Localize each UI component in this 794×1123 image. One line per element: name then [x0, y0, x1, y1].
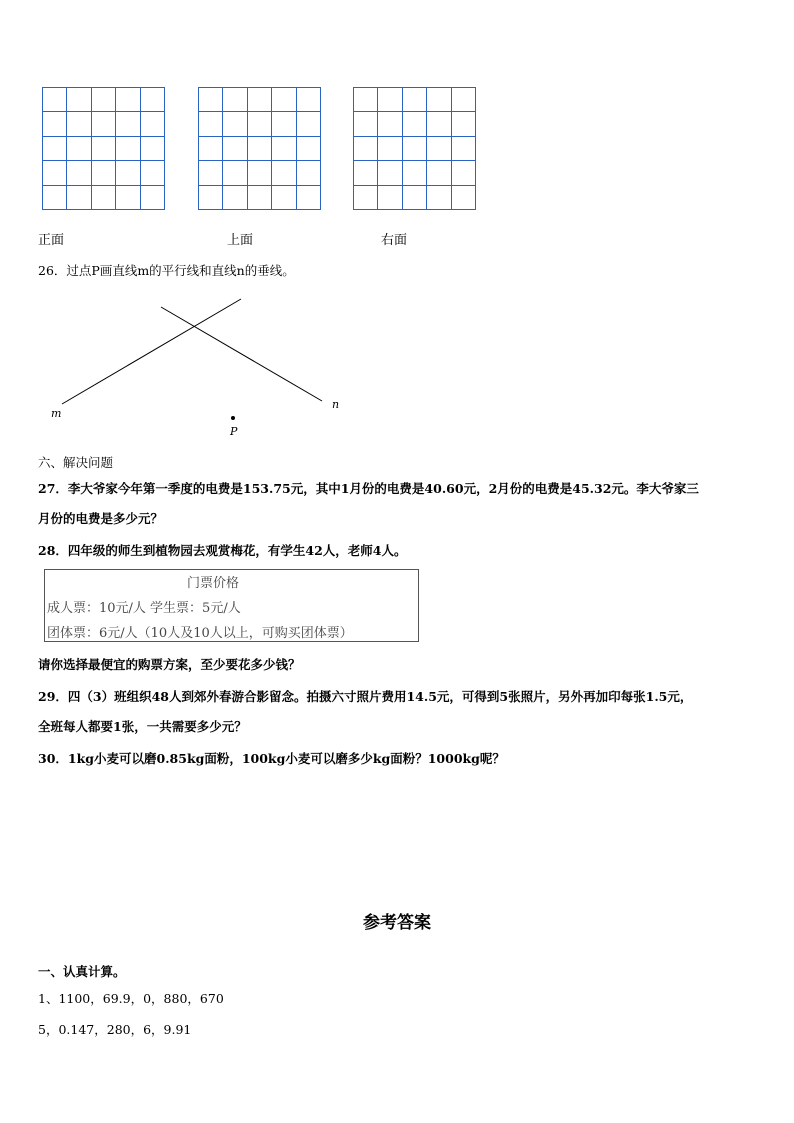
line-n	[161, 307, 322, 401]
answer-line-2: 5，0.147，280，6，9.91	[38, 1022, 192, 1037]
label-m: m	[51, 407, 62, 420]
point-p	[231, 416, 235, 420]
question-27-line2: 月份的电费是多少元？	[38, 511, 164, 526]
label-n: n	[332, 398, 340, 411]
ticket-price-box	[44, 569, 419, 642]
line-m	[62, 299, 241, 404]
ticket-price-title: 门票价格	[187, 576, 240, 591]
top-view-label: 上面	[227, 233, 254, 248]
question-26: 26．过点P画直线m的平行线和直线n的垂线。	[38, 263, 295, 278]
ticket-price-row1: 成人票：10元/人 学生票：5元/人	[47, 601, 241, 616]
front-view-grid	[42, 87, 165, 210]
section-6-heading: 六、解决问题	[38, 455, 114, 470]
question-29-line1: 29．四（3）班组织48人到郊外春游合影留念。拍摄六寸照片费用14.5元，可得到5张照片，另外再加印每张1.5元，	[38, 689, 693, 704]
answers-section-1: 一、认真计算。	[38, 964, 126, 979]
answer-line-1: 1、1100，69.9，0，880，670	[38, 991, 224, 1006]
question-29-line2: 全班每人都要1张，一共需要多少元？	[38, 719, 247, 734]
right-view-label: 右面	[381, 233, 408, 248]
lines-diagram	[0, 290, 360, 450]
answers-title: 参考答案	[363, 913, 431, 933]
question-30: 30．1kg小麦可以磨0.85kg面粉，100kg小麦可以磨多少kg面粉？1000kg呢？	[38, 751, 505, 766]
question-28: 28．四年级的师生到植物园去观赏梅花，有学生42人，老师4人。	[38, 543, 407, 558]
label-p: P	[230, 425, 238, 438]
top-view-grid	[198, 87, 321, 210]
ticket-price-row2: 团体票：6元/人（10人及10人以上，可购买团体票）	[47, 626, 353, 641]
front-view-label: 正面	[38, 233, 65, 248]
right-view-grid	[353, 87, 476, 210]
question-28-followup: 请你选择最便宜的购票方案，至少要花多少钱？	[38, 657, 301, 672]
question-27-line1: 27．李大爷家今年第一季度的电费是153.75元，其中1月份的电费是40.60元，2月份的电费是45.32元。李大爷家三	[38, 481, 699, 496]
